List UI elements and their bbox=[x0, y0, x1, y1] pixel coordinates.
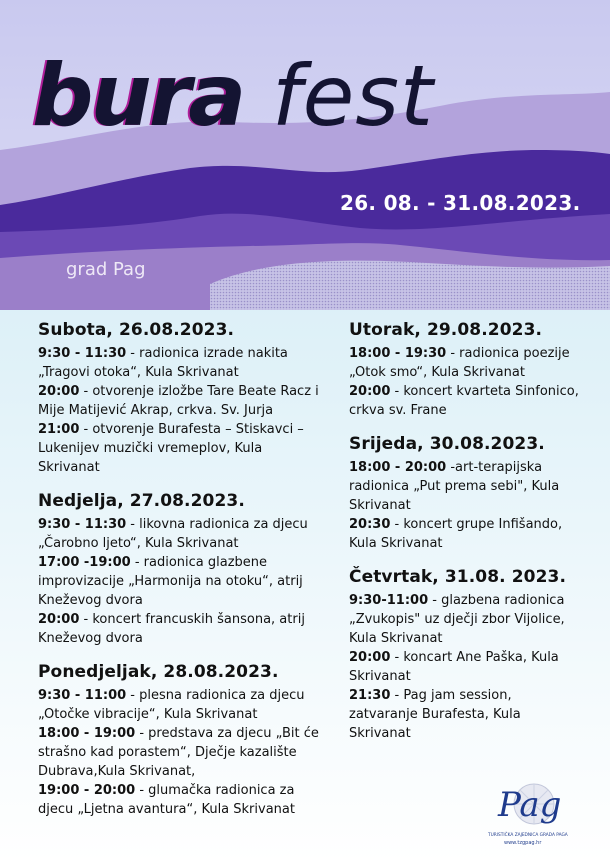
event-description: - Pag jam session, zatvaranje Burafesta, Kula Skrivanat bbox=[349, 688, 521, 741]
logo-light-text: fest bbox=[272, 47, 434, 145]
event-description: - radionica glazbene improvizacije „Harmonija na otoku“, atrij Kneževog dvora bbox=[38, 555, 303, 608]
event-item bbox=[349, 591, 584, 648]
event-description: -art-terapijska radionica „Put prema sebi", Kula Skrivanat bbox=[349, 460, 560, 513]
event-description: - koncert francuskih šansona, atrij Kneževog dvora bbox=[38, 612, 305, 646]
event-item bbox=[38, 420, 323, 477]
event-time: 9:30 - 11:30 bbox=[38, 346, 127, 361]
event-description: - glumačka radionica za djecu „Ljetna avantura“, Kula Skrivanat bbox=[38, 783, 295, 817]
event-time: 17:00 -19:00 bbox=[38, 555, 131, 570]
event-description: - glazbena radionica „Zvukopis" uz dječji zbor Vijolice, Kula Skrivanat bbox=[349, 593, 565, 646]
event-item bbox=[38, 382, 323, 420]
event-description: - koncert grupe Infišando, Kula Skrivanat bbox=[349, 517, 563, 551]
event-time: 18:00 - 20:00 bbox=[349, 460, 447, 475]
festival-location: grad Pag bbox=[66, 259, 146, 280]
day-heading: Subota, 26.08.2023. bbox=[38, 320, 235, 340]
event-time: 18:00 - 19:00 bbox=[38, 726, 136, 741]
header-banner bbox=[0, 0, 610, 310]
event-time: 20:00 bbox=[349, 650, 391, 665]
day-schedule bbox=[349, 320, 584, 420]
event-description: - koncert kvarteta Sinfonico, crkva sv. Frane bbox=[349, 384, 579, 418]
event-time: 18:00 - 19:30 bbox=[349, 346, 447, 361]
day-schedule bbox=[38, 491, 323, 648]
event-time: 9:30 - 11:00 bbox=[38, 688, 127, 703]
schedule-left-column bbox=[38, 320, 323, 833]
event-time: 20:00 bbox=[38, 384, 80, 399]
logo-bold-text: bura bbox=[32, 46, 244, 146]
event-item bbox=[38, 781, 323, 819]
day-schedule bbox=[349, 567, 584, 743]
day-heading: Četvrtak, 31.08. 2023. bbox=[349, 567, 566, 587]
logo-mark-p: Pag bbox=[498, 785, 562, 825]
day-heading: Ponedjeljak, 28.08.2023. bbox=[38, 662, 279, 682]
event-time: 20:00 bbox=[349, 384, 391, 399]
event-item bbox=[38, 344, 323, 382]
schedule-right-column bbox=[349, 320, 584, 757]
tourist-board-url: www.tzgpag.hr bbox=[504, 840, 542, 846]
event-time: 20:00 bbox=[38, 612, 80, 627]
event-item bbox=[349, 648, 584, 686]
event-time: 9:30-11:00 bbox=[349, 593, 429, 608]
event-time: 21:30 bbox=[349, 688, 391, 703]
festival-dates: 26. 08. - 31.08.2023. bbox=[340, 191, 581, 215]
event-item bbox=[349, 344, 584, 382]
event-description: - predstava za djecu „Bit će strašno kad porastem“, Dječje kazalište Dubrava,Kula Skrivanat, bbox=[38, 726, 319, 779]
event-time: 9:30 - 11:30 bbox=[38, 517, 127, 532]
burafest-logo bbox=[32, 46, 432, 146]
event-item bbox=[349, 458, 584, 515]
event-item bbox=[38, 686, 323, 724]
event-description: - radionica izrade nakita „Tragovi otoka“, Kula Skrivanat bbox=[38, 346, 288, 380]
day-schedule bbox=[38, 320, 323, 477]
tourist-board-logo bbox=[484, 780, 584, 852]
event-item bbox=[38, 724, 323, 781]
event-item bbox=[349, 382, 584, 420]
event-time: 20:30 bbox=[349, 517, 391, 532]
day-schedule bbox=[38, 662, 323, 819]
tourist-board-name: TURISTIČKA ZAJEDNICA GRADA PAGA bbox=[488, 833, 568, 838]
event-description: - otvorenje izložbe Tare Beate Racz i Mije Matijević Akrap, crkva. Sv. Jurja bbox=[38, 384, 319, 418]
event-item bbox=[349, 686, 584, 743]
event-description: - likovna radionica za djecu „Čarobno ljeto“, Kula Skrivanat bbox=[38, 517, 308, 551]
event-item bbox=[38, 515, 323, 553]
event-description: - otvorenje Burafesta – Stiskavci – Lukenijev muzički vremeplov, Kula Skrivanat bbox=[38, 422, 304, 475]
day-schedule bbox=[349, 434, 584, 553]
day-heading: Utorak, 29.08.2023. bbox=[349, 320, 543, 340]
event-time: 19:00 - 20:00 bbox=[38, 783, 136, 798]
event-time: 21:00 bbox=[38, 422, 80, 437]
event-item bbox=[349, 515, 584, 553]
event-item bbox=[38, 553, 323, 610]
event-description: - koncart Ane Paška, Kula Skrivanat bbox=[349, 650, 559, 684]
event-description: - radionica poezije „Otok smo“, Kula Skrivanat bbox=[349, 346, 570, 380]
day-heading: Srijeda, 30.08.2023. bbox=[349, 434, 545, 454]
day-heading: Nedjelja, 27.08.2023. bbox=[38, 491, 245, 511]
event-item bbox=[38, 610, 323, 648]
event-description: - plesna radionica za djecu „Otočke vibracije“, Kula Skrivanat bbox=[38, 688, 305, 722]
